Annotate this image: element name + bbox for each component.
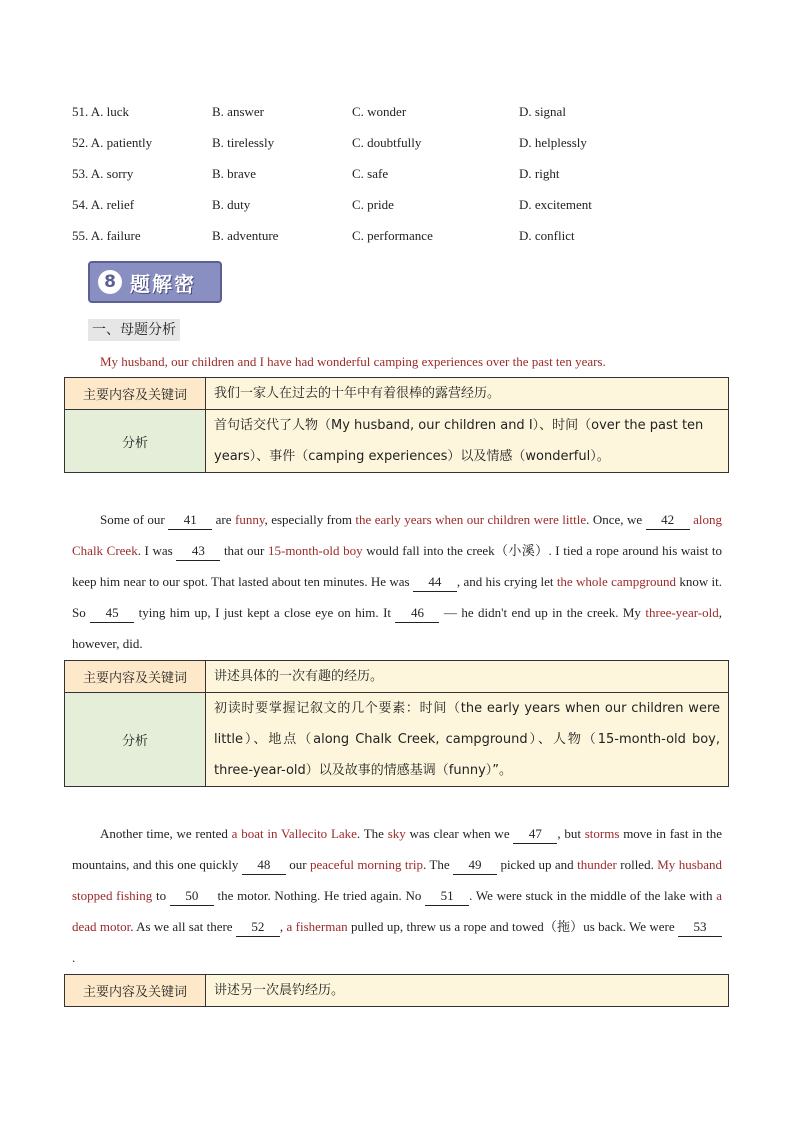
table-content: 首句话交代了人物（My husband, our children and I）、时间（over the past ten years）、事件（camping experiences）以及情感（wonderful）。 [206, 410, 729, 473]
blank-50: 50 [170, 887, 214, 906]
blank-47: 47 [513, 825, 557, 844]
blank-52: 52 [236, 918, 280, 937]
option-a: 55. A. failure [72, 228, 141, 243]
option-b: B. duty [212, 197, 251, 212]
option-c: C. doubtfully [352, 135, 422, 150]
option-a: 53. A. sorry [72, 166, 134, 181]
option-c: C. performance [352, 228, 433, 243]
option-b: B. brave [212, 166, 257, 181]
analysis-table-3 [64, 974, 729, 1007]
paragraph-3: Another time, we rented a boat in Vallecito Lake. The sky was clear when we 47 , but storms move in fast in the mountains, and this one quickly 48 our peaceful morning trip. The 49 picked up and thunder rolled. My husband stopped fishing to 50 the motor. Nothing. He tried again. No 51 . We were stuck in the middle of the lake with a dead motor. As we all sat there 52 , a fisherman pulled up, threw us a rope and towed（拖）us back. We were 53. [72, 826, 723, 965]
section-badge [88, 261, 222, 303]
table-label: 主要内容及关键词 [65, 975, 206, 1007]
option-d: D. right [519, 166, 560, 181]
option-a: 54. A. relief [72, 197, 135, 212]
table-content: 讲述另一次晨钓经历。 [206, 975, 729, 1007]
blank-42: 42 [646, 511, 690, 530]
blank-48: 48 [242, 856, 286, 875]
table-content: 讲述具体的一次有趣的经历。 [206, 661, 729, 693]
option-c: C. safe [352, 166, 389, 181]
paragraph-2: Some of our 41 are funny, especially from the early years when our children were little. Once, we 42 along Chalk Creek. I was 43 that our 15-month-old boy would fall into the creek（小溪）. I tied a rope around his waist to keep him near to our spot. That lasted about ten minutes. He was 44 , and his crying let the whole campground know it. So 45 tying him up, I just kept a close eye on him. It 46 — he didn't end up in the creek. My three-year-old, however, did. [72, 512, 723, 651]
blank-45: 45 [90, 604, 134, 623]
option-c: C. wonder [352, 104, 407, 119]
blank-41: 41 [168, 511, 212, 530]
badge-number: 8 [98, 270, 122, 294]
para1-text: My husband, our children and I have had wonderful camping experiences over the past ten years. [100, 354, 606, 369]
blank-49: 49 [453, 856, 497, 875]
option-c: C. pride [352, 197, 394, 212]
blank-51: 51 [425, 887, 469, 906]
analysis-table-1 [64, 377, 729, 473]
analysis-table-2 [64, 660, 729, 787]
blank-53: 53 [678, 918, 722, 937]
option-a: 51. A. luck [72, 104, 130, 119]
table-content: 我们一家人在过去的十年中有着很棒的露营经历。 [206, 378, 729, 410]
paragraph-1 [100, 346, 730, 377]
option-b: B. answer [212, 104, 264, 119]
option-d: D. conflict [519, 228, 575, 243]
table-label: 分析 [65, 410, 206, 473]
table-label: 主要内容及关键词 [65, 378, 206, 410]
table-label: 分析 [65, 693, 206, 787]
table-label: 主要内容及关键词 [65, 661, 206, 693]
blank-46: 46 [395, 604, 439, 623]
option-b: B. adventure [212, 228, 279, 243]
section-heading: 一、母题分析 [88, 319, 180, 341]
option-d: D. helplessly [519, 135, 587, 150]
option-d: D. signal [519, 104, 566, 119]
table-content: 初读时要掌握记叙文的几个要素：时间（the early years when our children were little）、地点（along Chalk Creek, campground）、人物（15-month-old boy, three-year-old）以及故事的情感基调（funny）”。 [206, 693, 729, 787]
option-d: D. excitement [519, 197, 592, 212]
option-a: 52. A. patiently [72, 135, 153, 150]
option-b: B. tirelessly [212, 135, 275, 150]
badge-title: 题解密 [130, 271, 196, 296]
blank-44: 44 [413, 573, 457, 592]
blank-43: 43 [176, 542, 220, 561]
